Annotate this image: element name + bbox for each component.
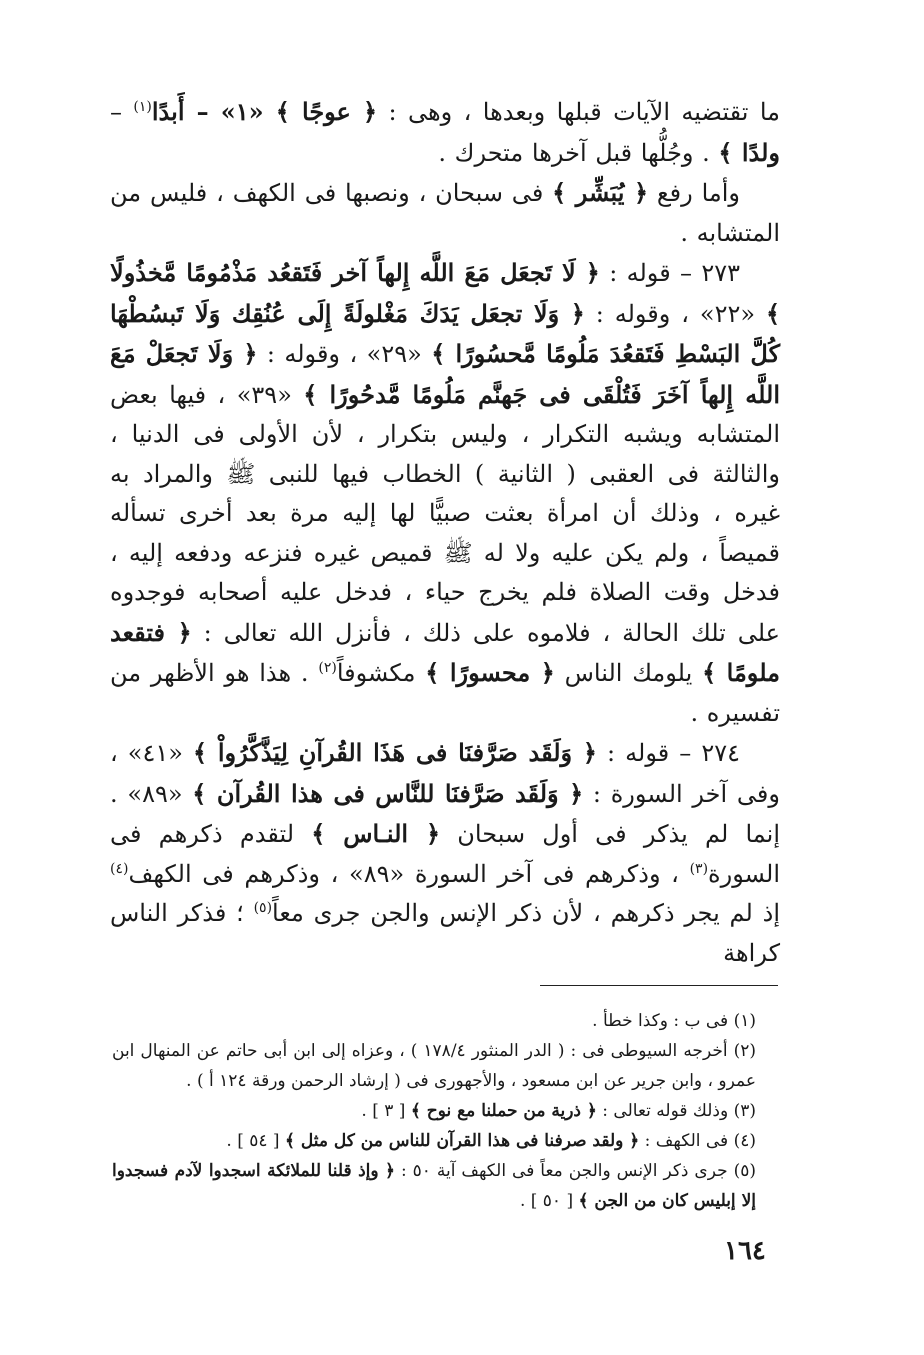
footnote-text: (٥) جرى ذكر الإنس والجن معاً فى الكهف آية ٥٠ : bbox=[395, 1161, 756, 1181]
footnote-ref: (٣) bbox=[689, 860, 709, 877]
quran-verse: ﴿ وَلَقَد صَرَّفنَا للنَّاس فى هذا القُرآن ﴾ bbox=[192, 778, 584, 808]
text-segment: لتقدم ذكرهم فى السورة bbox=[110, 820, 780, 888]
text-segment: يلومك الناس bbox=[554, 659, 703, 687]
footnote-fn5 bbox=[112, 1156, 780, 1216]
text-segment: فى سبحان ، ونصبها فى الكهف ، فليس من المتشابه . bbox=[110, 179, 780, 247]
footnotes bbox=[112, 1006, 780, 1216]
quran-verse: ﴿ يُبَشِّر ﴾ bbox=[552, 178, 649, 207]
footnote-fn2 bbox=[112, 1036, 780, 1096]
text-segment: ، وذكرهم فى آخر السورة «٨٩» ، وذكرهم فى الكهف bbox=[128, 859, 690, 888]
text-segment: «٢٩» ، وقوله : bbox=[257, 340, 432, 368]
text-segment: «٣٩» ، فيها بعض المتشابه ويشبه التكرار ، وليس بتكرار ، لأن الأولى فى الدنيا ، والثالثة فى العقبى ( الثانية ) الخطاب فيها للنبى ﷺ والمراد به غيره ، وذلك أن امرأة بعثت صبيًّا لها إليه مرة بعد أخرى تسأله قميصاً ، ولم يكن عليه ولا له ﷺ قميص غيره فنزعه ودفعه إليه ، فدخل وقت الصلاة فلم يخرج حياء ، فدخل عليه أصحابه فوجدوه على تلك الحالة ، فلاموه على ذلك ، فأنزل الله تعالى : bbox=[110, 380, 781, 647]
footnote-verse: ﴿ ولقد صرفنا فى هذا القرآن للناس من كل مثل ﴾ bbox=[284, 1131, 640, 1151]
footnote-ref: (١) bbox=[133, 99, 152, 115]
paragraph-p3 bbox=[110, 253, 780, 733]
text-segment: ؛ فذكر الناس كراهة bbox=[110, 899, 780, 967]
footnote-text: (٢) أخرجه السيوطى فى : ( الدر المنثور ١٧٨/٤ ) ، وعزاه إلى ابن أبى حاتم عن المنهال ابن عمرو ، وابن جرير عن ابن مسعود ، والأجهورى فى ( إرشاد الرحمن ورقة ١٢٤ أ ) . bbox=[112, 1041, 757, 1091]
footnote-ref: (٢) bbox=[318, 660, 337, 676]
quran-verse: ﴿ وَلَا تَجعَلْ مَعَ اللَّه إِلهاً آخَرَ فَتُلْقَى فى جَهنَّم مَلُومًا مَّدحُورًا ﴾ bbox=[110, 339, 780, 409]
footnote-ref: (٤) bbox=[110, 860, 129, 877]
page-number: ١٦٤ bbox=[724, 1236, 766, 1266]
quran-verse: ﴿ محسورًا ﴾ bbox=[425, 658, 555, 687]
main-text bbox=[110, 92, 780, 973]
footnote-text: (٣) وذلك قوله تعالى : bbox=[596, 1101, 756, 1121]
quran-verse: ﴿ وَلَا تجعَل يَدَكَ مَغْلولَةً إِلَى عُنُقِك وَلَا تَبسُطْهَا كُلَّ البَسْطِ فَتَقعُدَ مَلُومًا مَّحسُورًا ﴾ bbox=[110, 298, 781, 368]
footnote-text: [ ٣ ] . bbox=[361, 1101, 411, 1121]
text-segment: ٢٧٤ – قوله : bbox=[596, 739, 740, 767]
text-segment: ما تقتضيه الآيات قبلها وبعدها ، وهى : bbox=[377, 98, 780, 126]
footnote-divider bbox=[540, 985, 778, 986]
footnote-fn3 bbox=[112, 1096, 780, 1126]
text-segment: . وجُلُّها قبل آخرها متحرك . bbox=[438, 138, 719, 167]
quran-verse: ﴿ عوجًا ﴾ «١» – أَبدًا bbox=[151, 97, 378, 126]
paragraph-p1 bbox=[110, 92, 780, 173]
footnote-text: [ ٥٠ ] . bbox=[519, 1191, 579, 1211]
footnote-fn4 bbox=[112, 1126, 780, 1156]
text-segment: مكشوفاً bbox=[336, 659, 426, 687]
quran-verse: ﴿ فتقعد ملومًا ﴾ bbox=[110, 617, 781, 687]
footnote-verse: ﴿ ذرية من حملنا مع نوح ﴾ bbox=[410, 1101, 597, 1121]
quran-verse: ﴿ وَلَقَد صَرَّفنَا فى هَذَا القُرآنِ لِيَذَّكَّرُواْ ﴾ bbox=[193, 738, 597, 767]
quran-verse: ﴿ لَا تَجعَل مَعَ اللَّه إِلهاً آخر فَتَقعُد مَذْمُومًا مَّخذُولًا ﴾ bbox=[110, 258, 780, 328]
text-segment: . هذا هو الأظهر من تفسيره . bbox=[110, 659, 780, 727]
text-segment: «٤١» ، وفى آخر السورة : bbox=[110, 739, 780, 808]
text-segment: «٨٩» . إنما لم يذكر فى أول سبحان bbox=[110, 779, 781, 848]
text-segment: إذ لم يجر ذكرهم ، لأن ذكر الإنس والجن جرى معاً bbox=[272, 899, 780, 927]
footnote-fn1 bbox=[112, 1006, 780, 1036]
text-segment: وأما رفع bbox=[648, 179, 741, 207]
paragraph-p2 bbox=[110, 173, 780, 253]
text-segment: ٢٧٣ – قوله : bbox=[599, 259, 740, 287]
footnote-verse: ﴿ وإذ قلنا للملائكة اسجدوا لآدم فسجدوا إلا إبليس كان من الجن ﴾ bbox=[112, 1161, 756, 1211]
footnote-text: [ ٥٤ ] . bbox=[226, 1131, 285, 1151]
quran-verse: ولدًا ﴾ bbox=[718, 137, 780, 167]
footnote-text: (٤) فى الكهف : bbox=[639, 1131, 756, 1151]
footnote-text: (١) فى ب : وكذا خطأ . bbox=[592, 1011, 756, 1031]
text-segment: «٢٢» ، وقوله : bbox=[584, 299, 766, 328]
quran-verse: ﴿ النـاس ﴾ bbox=[311, 819, 441, 848]
footnote-ref: (٥) bbox=[253, 900, 273, 916]
paragraph-p4 bbox=[110, 733, 780, 973]
text-segment: – bbox=[110, 98, 134, 126]
